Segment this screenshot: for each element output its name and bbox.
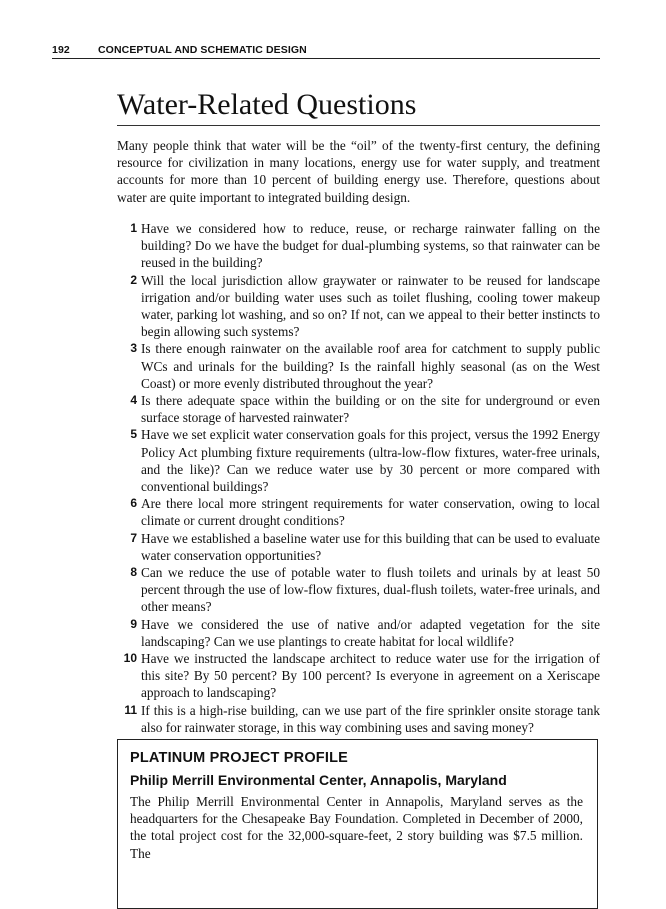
question-number: 10 xyxy=(123,651,137,666)
intro-paragraph: Many people think that water will be the “oil” of the twenty-first century, the defining resource for civilization in many locations, energy use for water supply, and treatment accounts for more than 10 percent of building energy use. Therefore, questions about water are quite important to integrated building design. xyxy=(117,138,600,205)
profile-subheading: Philip Merrill Environmental Center, Annapolis, Maryland xyxy=(130,772,507,788)
running-head-section: CONCEPTUAL AND SCHEMATIC DESIGN xyxy=(98,44,307,56)
question-text: Is there adequate space within the building or on the site for underground or even surface storage of harvested rainwater? xyxy=(141,393,600,426)
question-text: Have we set explicit water conservation goals for this project, versus the 1992 Energy Policy Act plumbing fixture requirements (ultra-low-flow fixtures, water-free urinals, and the like)? Can we reduce water use by 30 percent or more compared with conventional buildings? xyxy=(141,427,600,495)
question-text: If this is a high-rise building, can we use part of the fire sprinkler onsite storage tank also for rainwater storage, in this way combining uses and saving money? xyxy=(141,702,600,735)
question-text: Are there local more stringent requirements for water conservation, owing to local climate or current drought conditions? xyxy=(141,496,600,529)
question-number: 4 xyxy=(130,393,137,408)
question-text: Have we considered the use of native and/or adapted vegetation for the site landscaping? Can we use plantings to create habitat for local wildlife? xyxy=(141,616,600,649)
question-item xyxy=(117,220,600,272)
profile-heading: PLATINUM PROJECT PROFILE xyxy=(130,750,349,766)
question-number: 5 xyxy=(130,427,137,442)
question-item xyxy=(117,702,600,736)
question-number: 1 xyxy=(130,221,137,235)
question-number: 6 xyxy=(130,496,137,511)
question-text: Have we considered how to reduce, reuse, or recharge rainwater falling on the building? Do we have the budget for dual-plumbing systems, so that rainwater can be reused in the building? xyxy=(141,221,600,271)
question-item xyxy=(117,650,600,702)
question-number: 11 xyxy=(124,702,137,717)
question-number: 3 xyxy=(130,341,137,356)
question-number: 8 xyxy=(130,565,137,580)
project-profile-box xyxy=(117,739,598,909)
question-text: Have we established a baseline water use for this building that can be used to evaluate water conservation opportunities? xyxy=(141,530,600,563)
question-item xyxy=(117,564,600,616)
question-item xyxy=(117,495,600,529)
question-list xyxy=(117,220,600,736)
question-item xyxy=(117,616,600,650)
question-number: 7 xyxy=(130,530,137,545)
question-item xyxy=(117,530,600,564)
page-number: 192 xyxy=(52,44,70,56)
question-number: 2 xyxy=(130,272,137,287)
question-text: Is there enough rainwater on the available roof area for catchment to supply public WCs and urinals for the building? Is the rainfall highly seasonal (as on the West Coast) or more evenly distributed throughout the year? xyxy=(141,341,600,391)
question-text: Have we instructed the landscape architect to reduce water use for the irrigation of this site? By 50 percent? By 100 percent? Is everyone in agreement on a Xeriscape approach to landscaping? xyxy=(141,651,600,701)
question-item xyxy=(117,392,600,426)
question-item xyxy=(117,272,600,341)
profile-body: The Philip Merrill Environmental Center in Annapolis, Maryland serves as the headquarters for the Chesapeake Bay Foundation. Completed in December of 2000, the total project cost for the 32,000-square-feet, 2 story building was $7.5 million. The xyxy=(130,794,583,861)
question-item xyxy=(117,340,600,392)
question-item xyxy=(117,426,600,495)
running-head xyxy=(52,44,600,59)
section-title: Water-Related Questions xyxy=(117,88,600,126)
question-text: Will the local jurisdiction allow graywater or rainwater to be reused for landscape irrigation and/or building water uses such as toilet flushing, cooling tower makeup water, parking lot washing, and so on? If not, can we appeal to their better instincts to begin allowing such systems? xyxy=(141,272,600,340)
question-number: 9 xyxy=(130,616,137,631)
question-text: Can we reduce the use of potable water to flush toilets and urinals by at least 50 percent through the use of low-flow fixtures, dual-flush toilets, water-free urinals, and other means? xyxy=(141,565,600,615)
